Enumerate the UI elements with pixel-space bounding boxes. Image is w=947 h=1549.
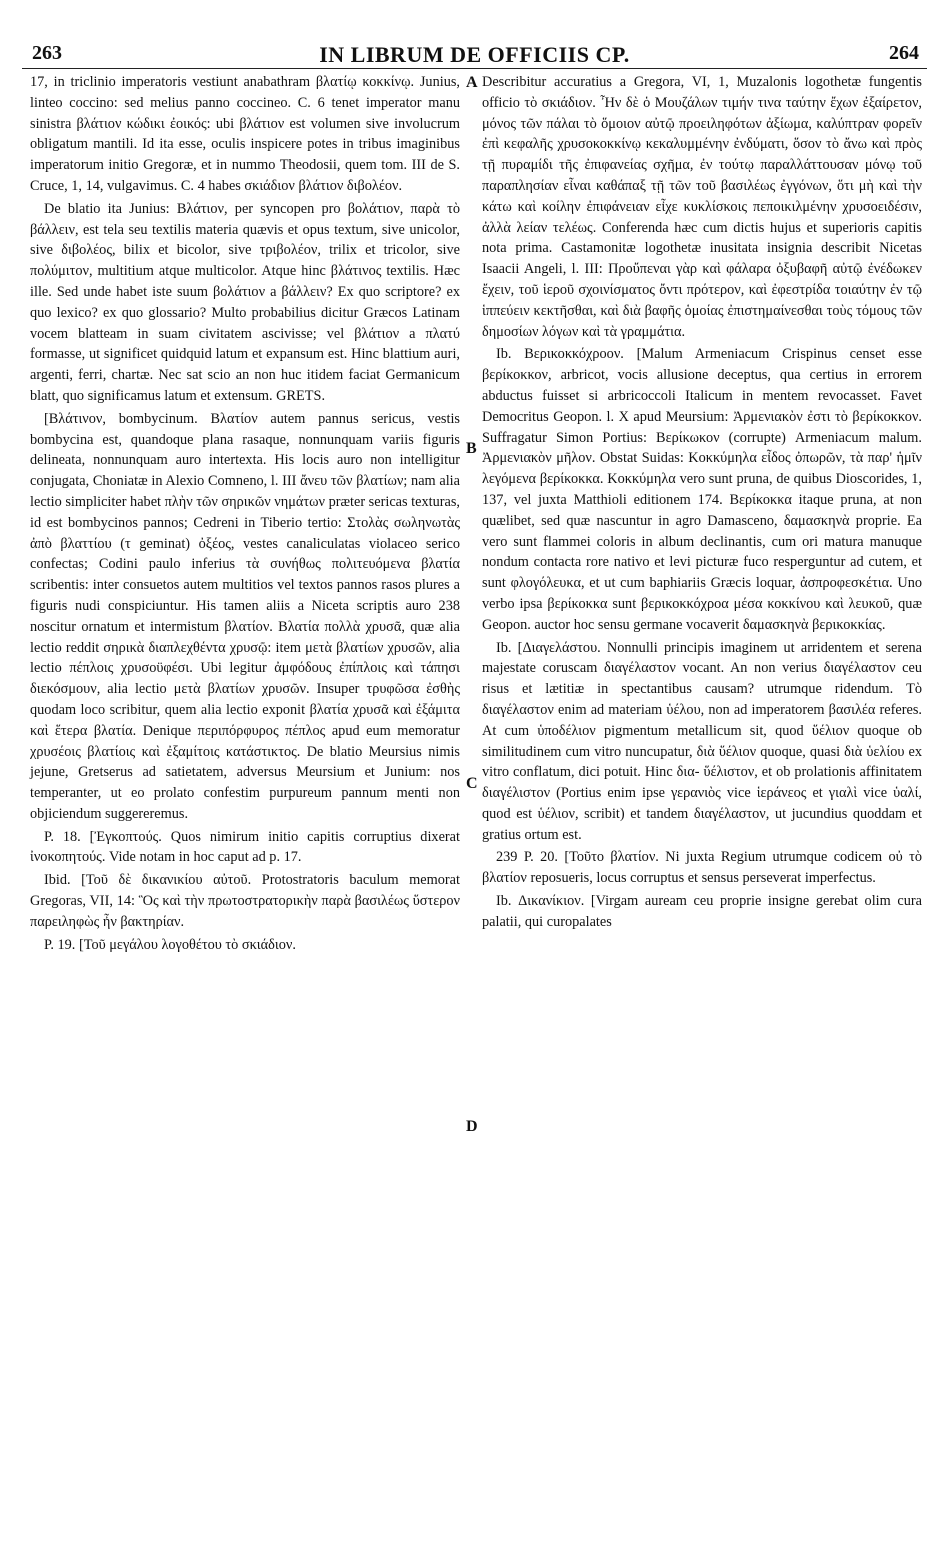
left-paragraph-5: Ibid. [Τοῦ δὲ δικανικίου αὐτοῦ. Protostratoris baculum memorat Gregoras, VII, 14: Ὃς καὶ τὴν πρωτοστρατορικὴν παρὰ βασιλέως ὕστερον παρειληφὼς ἦν βακτηρίαν. — [30, 872, 460, 930]
page-header — [22, 38, 927, 69]
right-paragraph-2: Ib. Βερικοκκόχροον. [Malum Armeniacum Crispinus censet esse βερίκοκκον, arbricot, vocis allusione deceptus, qua certius in errorem abductus fuisset si arbricoccoli Italicum in mentem revocasset. Favet Democritus Geopon. l. X apud Meursium: Ἀρμενιακὸν ἐστι τὸ βερίκοκκον. Suffragatur Simon Portius: Βερίκωκον (corrupte) Armeniacum malum. Ἀρμενιακὸν μῆλον. Obstat Suidas: Κοκκύμηλα εἶδος ὀπωρῶν, τὰ παρ' ἡμῖν λεγόμενα βερίκοκκα. Κοκκύμηλα vero sunt pruna, de quibus Dioscorides, 1, 137, vel juxta Matthioli editionem 174. Βερίκοκκα itaque pruna, at non quælibet, sed quæ nascuntur in agro Damasceno, δαμασκηνὰ proprie. Ea vero sunt flammei coloris in album declinantis, cum ori matura manuque nondum contacta rore nativo et levi picturæ fuco resperguntur ad cutem, et sunt φλογόλευκα, et ut cum baphiariis Græcis loquar, ἀσπροφεσκέτια. Uno verbo ipsa βερίκοκκα sunt βερικοκκόχροα μέσα κοκκίνου καὶ λευκοῦ, quæ Geopon. auctor hoc sensu germane vocaverit δαμασκηνὰ βερικοκκίας. — [482, 346, 922, 633]
left-paragraph-6: P. 19. [Τοῦ μεγάλου λογοθέτου τὸ σκιάδιον. — [44, 936, 296, 953]
left-column — [30, 72, 460, 957]
left-paragraph-2: De blatio ita Junius: Βλάτιον, per syncopen pro βολάτιον, παρὰ τὸ βάλλειν, est tela seu textilis materia quævis et opus textum, sive unicolor, sive διβολέος, bilix et bicolor, sive τριβολέον, trilix et tricolor, sive πολύμιτον, multitium atque multicolor. Atque hinc βλάτινος textilis. Hæc ille. Sed unde habet iste suum βολάτιον a βάλλειν? Ex quo scriptore? ex quo lexico? ex quo glossario? Multo probabilius dicitur Græcos Latinam vocem blatteam in suam civitatem ascivisse; vel βλάτιον a πλατύ formasse, ut significet quidquid latum et expansum est. Hinc blattium auri, argenti, ferri, chartæ. Nec sat scio an non huc itidem faciat Germanicum blatt, quo significamus latum et extensum. GRETS. — [30, 200, 460, 404]
right-paragraph-3: Ib. [Διαγελάστου. Nonnulli principis imaginem ut arridentem et serena majestate coruscam διαγέλαστον vocant. An non verius διαγέλαστον ceu risus et lætitiæ in spectantibus causam? utrumque ridendum. Τὸ διαγέλαστον enim ad materiam ὑέλου, non ad imperatorem βασιλέα referes. At cum ὑποδέλιον pigmentum metallicum sit, quod ὕέλιον quoque ob similitudinem cum vitro nuncupatur, διὰ ὕέλιον quoque, quasi διὰ ὑελίου ex vitro conflatum, dici potuit. Hinc δια- ὕέλιστον, et ob prolationis affinitatem διαγέλιστον (Portius enim ipse γερανιὸς vice ἱεράνεος et γιαλὶ vice ὑαλί, quod est ὑέλιον, scribit) et tandem διαγέλαστον, ut jucundius quoddam et gratius ortum est. — [482, 639, 922, 843]
page-number-right: 264 — [889, 42, 919, 64]
left-paragraph-4: P. 18. [Ἐγκοπτούς. Quos nimirum initio capitis corruptius dixerat ἰνοκοπητούς. Vide notam in hoc caput ad p. 17. — [30, 828, 460, 866]
right-paragraph-5: Ib. Δικανίκιον. [Virgam auream ceu proprie insigne gerebat olim cura palatii, qui curopalates — [482, 893, 922, 930]
running-title: IN LIBRUM DE OFFICIIS CP. — [319, 42, 630, 67]
left-paragraph-3: [Βλάτινον, bombycinum. Βλατίον autem pannus sericus, vestis bombycina est, quandoque plana rasaque, nonnunquam variis figuris delineata, nonnunquam auro intertexta. His locis auro non intelligitur conjugata, Choniatæ in Alexio Comneno, l. III ἄνευ τῶν βλατίων; nam alia lectio simpliciter habet πλὴν τῶν σηρικῶν νημάτων præter sericas texturas, id est bombycinos pannos; Cedreni in Tiberio tertio: Στολὰς σωληνωτὰς ἀπὸ βλαττίου (τ geminat) ὀξέος, vestes canaliculatas violaceo serico confectas; Codini paulo inferius τὰ συνήθως πολιτευόμενα βλατία scribentis: inter consuetos autem multitios vel textos pannos rasos plures a figuris nudi conspiciuntur. His tamen aliis a Niceta scriptis auro 238 noscitur ornatum et intermistum βλατίον. Βλατία πολλὰ χρυσᾶ, quæ alia lectio reddit σηρικὰ διαπλεχθέντα χρυσῷ: item μετὰ βλατίων χρυσῶν, alia lectio πέπλοις χρυσοϋφέσι. Ubi legitur ἀμφόδους ἐπίπλοις καὶ τάπησι διεκόσμουν, alia lectio μετὰ βλατίων χρυσῶν. Insuper τρυφῶσα ἐσθὴς quodam loco scribitur, quem alia lectio exponit βλατία χρυσᾶ καὶ ἐξάμιτα καὶ ἕτερα βλατία. Denique περιπόρφυρος πέπλος apud eum memoratur χρυσέοις βλατίοις καὶ ἐξαμίτοις κατάστικτος. De blatio Meursius nimis jejune, Gretserus ad satietatem, adversus Meursium et Junium: nos temperanter, ut eo prolato confestim purpureum pannum menti non objiciendum suggereremus. — [30, 410, 460, 822]
right-column — [482, 72, 922, 935]
margin-letter-c: C — [466, 775, 478, 792]
page-number-left: 263 — [32, 42, 62, 64]
margin-letter-a: A — [466, 74, 478, 91]
right-paragraph-4: 239 P. 20. [Τοῦτο βλατίον. Ni juxta Regium utrumque codicem οὐ τὸ βλατίον reposueris, locus corruptus et sensus perseverat imperfectus. — [482, 849, 922, 887]
right-paragraph-1: Describitur accuratius a Gregora, VI, 1, Muzalonis logothetæ fungentis officio τὸ σκιάδιον. Ἦν δὲ ὁ Μουζάλων τιμήν τινα ταύτην ἔχων ἐξαίρετον, μόνος τῶν πάλαι τὸ ὅμοιον αὐτῷ προειληφότων ἀξίωμα, καλύπτραν φορεῖν ἐπὶ κεφαλῆς χρυσοκοκκίνῳ κεκαλυμμένην ἐνδύματι, ὅσον τὸ ἄνω καὶ πρὸς τῇ πυραμίδι τῆς ἐπιφανείας σχῆμα, ἐν τούτῳ παραλλάττουσαν μόνῳ τοῦ παραπλησίαν εἶναι καθάπαξ τῇ τῶν τοῦ βασιλέως ἐγγόνων, ὅτι μὴ καὶ τὴν κάτω καὶ κοίλην ἐπιφάνειαν εἶχε κυκλίσκοις πεποικιλμένην χρυσοειδέσιν, ἀλλὰ λείαν τελέως. Conferenda hæc cum dictis hujus et superioris capitis nota prima. Castamonitæ logothetæ inusitata insignia describit Nicetas Isaacii Angeli, l. III: Προὔπεναι γὰρ καὶ φάλαρα ὀξυβαφῆ αὐτῷ ἐνέδωκεν ἔχειν, τοῦ ἱεροῦ σχοινίσματος ὄντι πρότερον, καὶ ἐφεστρίδα τοιαύτην ἐν τῷ ἱππεύειν κεκτῆσθαι, καὶ διὰ βαφῆς ὁμοίας ἐπιστημαίνεσθαι τοὺς τόμους τῶν δημοσίων λόγων καὶ τὰ γραμμάτια. — [482, 74, 922, 340]
margin-letter-d: D — [466, 1118, 478, 1135]
margin-letter-b: B — [466, 440, 477, 457]
left-paragraph-1: 17, in triclinio imperatoris vestiunt anabathram βλατίῳ κοκκίνῳ. Junius, linteo coccino: sed melius panno coccineo. C. 6 tenet imperator manu sinistra βλάτιον κώδικι ἐοικός: ubi βλάτιον est volumen sive involucrum obligatum mantili. Id ita esse, oculis inspicere potes in tribus imaginibus imperatorum initio Gregoræ, et in nummo Theodosii, quem tom. III de S. Cruce, 1, 14, vulgavimus. C. 4 habes σκιάδιον βλάτιον διβολέον. — [30, 74, 460, 194]
